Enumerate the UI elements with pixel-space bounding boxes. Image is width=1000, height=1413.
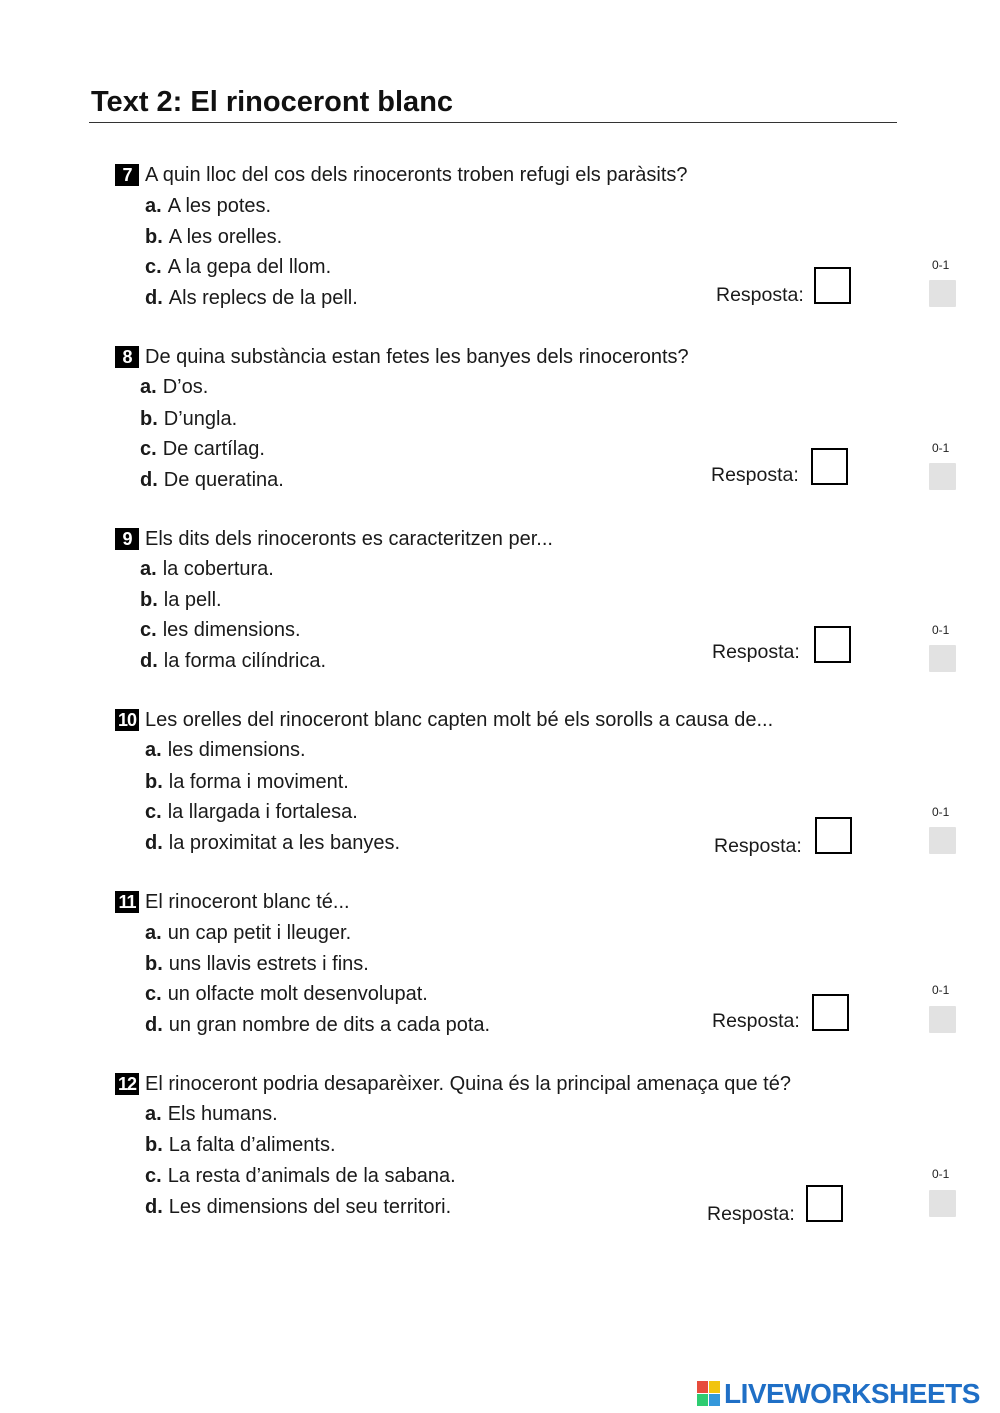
- logo-tile: [709, 1381, 720, 1393]
- option-d: [140, 649, 326, 673]
- answer-input-box[interactable]: [814, 267, 851, 304]
- option-text: D’os.: [162, 376, 209, 398]
- question-text: De quina substància estan fetes les banyes dels rinoceronts?: [145, 345, 689, 368]
- option-letter: c.: [145, 801, 162, 823]
- option-c: [145, 800, 358, 824]
- option-text: un olfacte molt desenvolupat.: [167, 983, 428, 1005]
- option-d: [145, 1013, 490, 1037]
- option-a: [145, 194, 271, 218]
- option-letter: b.: [145, 226, 163, 248]
- option-letter: c.: [145, 983, 162, 1005]
- question-11: [0, 890, 1000, 1040]
- liveworksheets-logo[interactable]: [697, 1378, 980, 1410]
- question-number-badge: 10: [115, 709, 139, 731]
- score-box: [929, 1006, 956, 1033]
- option-d: [145, 286, 358, 310]
- option-b: [140, 407, 237, 431]
- option-text: D’ungla.: [163, 408, 238, 430]
- option-d: [145, 1195, 451, 1219]
- question-number-badge: 8: [115, 346, 139, 368]
- response-label: Resposta:: [707, 1203, 795, 1225]
- question-header: [115, 345, 689, 369]
- option-text: la llargada i fortalesa.: [167, 801, 358, 823]
- option-text: les dimensions.: [167, 739, 306, 761]
- question-number-badge: 9: [115, 528, 139, 550]
- question-text: El rinoceront blanc té...: [145, 890, 350, 913]
- score-range-label: 0-1: [932, 983, 950, 997]
- option-letter: d.: [145, 832, 163, 854]
- question-text: A quin lloc del cos dels rinoceronts troben refugi els paràsits?: [145, 163, 688, 186]
- option-letter: a.: [145, 739, 162, 761]
- option-letter: a.: [140, 558, 157, 580]
- option-text: les dimensions.: [162, 619, 301, 641]
- option-letter: d.: [145, 287, 163, 309]
- option-text: la pell.: [163, 589, 222, 611]
- option-text: la forma i moviment.: [168, 771, 349, 793]
- option-text: A la gepa del llom.: [167, 256, 332, 278]
- logo-tile: [697, 1394, 708, 1406]
- option-letter: c.: [140, 619, 157, 641]
- option-c: [145, 255, 331, 279]
- option-text: Els humans.: [167, 1103, 278, 1125]
- question-header: [115, 163, 688, 187]
- answer-input-box[interactable]: [815, 817, 852, 854]
- score-box: [929, 463, 956, 490]
- option-letter: b.: [140, 408, 158, 430]
- answer-input-box[interactable]: [814, 626, 851, 663]
- answer-input-box[interactable]: [806, 1185, 843, 1222]
- option-b: [145, 952, 369, 976]
- option-text: La resta d’animals de la sabana.: [167, 1165, 456, 1187]
- question-8: [0, 345, 1000, 495]
- option-letter: a.: [145, 195, 162, 217]
- option-letter: d.: [140, 469, 158, 491]
- score-range-label: 0-1: [932, 258, 950, 272]
- question-12: [0, 1072, 1000, 1225]
- option-letter: b.: [145, 1134, 163, 1156]
- question-number-badge: 7: [115, 164, 139, 186]
- score-box: [929, 280, 956, 307]
- score-range-label: 0-1: [932, 805, 950, 819]
- option-letter: a.: [145, 1103, 162, 1125]
- option-letter: d.: [140, 650, 158, 672]
- option-text: La falta d’aliments.: [168, 1134, 336, 1156]
- option-letter: c.: [145, 256, 162, 278]
- score-range-label: 0-1: [932, 441, 950, 455]
- score-box: [929, 827, 956, 854]
- answer-input-box[interactable]: [812, 994, 849, 1031]
- option-d: [140, 468, 284, 492]
- option-a: [140, 557, 274, 581]
- score-box: [929, 1190, 956, 1217]
- question-text: El rinoceront podria desaparèixer. Quina és la principal amenaça que té?: [145, 1072, 791, 1095]
- option-c: [140, 437, 265, 461]
- option-letter: c.: [145, 1165, 162, 1187]
- option-a: [145, 1102, 278, 1126]
- question-number-badge: 12: [115, 1073, 139, 1095]
- option-c: [145, 982, 428, 1006]
- option-letter: c.: [140, 438, 157, 460]
- option-text: De queratina.: [163, 469, 284, 491]
- option-letter: d.: [145, 1196, 163, 1218]
- option-letter: a.: [145, 922, 162, 944]
- option-c: [145, 1164, 456, 1188]
- question-text: Els dits dels rinoceronts es caracteritzen per...: [145, 527, 553, 550]
- question-header: [115, 1072, 791, 1096]
- question-10: [0, 708, 1000, 858]
- response-label: Resposta:: [716, 284, 804, 306]
- option-b: [140, 588, 222, 612]
- option-letter: b.: [140, 589, 158, 611]
- score-range-label: 0-1: [932, 623, 950, 637]
- page-title: Text 2: El rinoceront blanc: [91, 86, 454, 118]
- option-text: uns llavis estrets i fins.: [168, 953, 369, 975]
- logo-text: LIVEWORKSHEETS: [724, 1378, 980, 1409]
- option-text: la proximitat a les banyes.: [168, 832, 401, 854]
- title-divider: [89, 122, 897, 123]
- response-label: Resposta:: [712, 1010, 800, 1032]
- question-header: [115, 708, 773, 732]
- option-a: [145, 738, 306, 762]
- answer-input-box[interactable]: [811, 448, 848, 485]
- question-header: [115, 890, 350, 914]
- score-range-label: 0-1: [932, 1167, 950, 1181]
- option-letter: d.: [145, 1014, 163, 1036]
- option-text: A les orelles.: [168, 226, 283, 248]
- option-b: [145, 770, 349, 794]
- option-b: [145, 1133, 336, 1157]
- option-text: Les dimensions del seu territori.: [168, 1196, 452, 1218]
- question-9: [0, 527, 1000, 677]
- question-text: Les orelles del rinoceront blanc capten molt bé els sorolls a causa de...: [145, 708, 774, 731]
- option-letter: b.: [145, 953, 163, 975]
- question-7: [0, 163, 1000, 313]
- option-letter: b.: [145, 771, 163, 793]
- response-label: Resposta:: [712, 641, 800, 663]
- option-a: [140, 375, 208, 399]
- liveworksheets-logo-icon: [697, 1381, 721, 1407]
- option-d: [145, 831, 400, 855]
- score-box: [929, 645, 956, 672]
- logo-tile: [709, 1394, 720, 1406]
- question-header: [115, 527, 553, 551]
- option-letter: a.: [140, 376, 157, 398]
- option-b: [145, 225, 282, 249]
- response-label: Resposta:: [711, 464, 799, 486]
- option-text: A les potes.: [167, 195, 272, 217]
- option-c: [140, 618, 301, 642]
- option-text: un gran nombre de dits a cada pota.: [168, 1014, 491, 1036]
- option-text: la forma cilíndrica.: [163, 650, 327, 672]
- option-text: un cap petit i lleuger.: [167, 922, 352, 944]
- option-text: De cartílag.: [162, 438, 265, 460]
- response-label: Resposta:: [714, 835, 802, 857]
- option-text: la cobertura.: [162, 558, 274, 580]
- option-text: Als replecs de la pell.: [168, 287, 358, 309]
- logo-tile: [697, 1381, 708, 1393]
- option-a: [145, 921, 351, 945]
- question-number-badge: 11: [115, 891, 139, 913]
